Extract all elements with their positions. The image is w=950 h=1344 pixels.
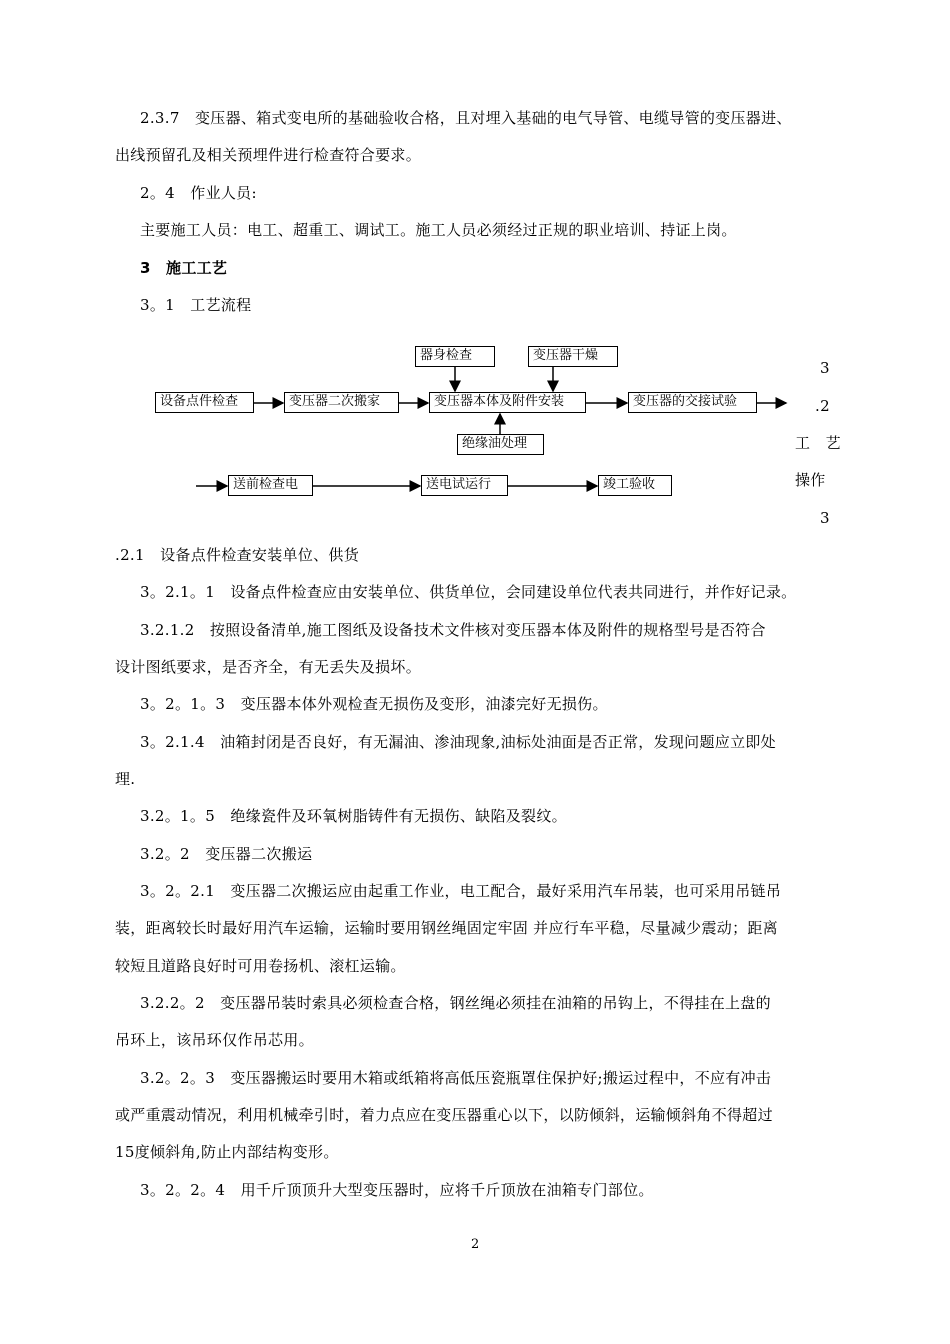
node-transformer-dry: 变压器干燥 <box>528 346 618 367</box>
node-pre-energize-check: 送前检查电 <box>228 475 313 496</box>
node-inspect-body: 器身检查 <box>415 346 495 367</box>
paragraph-line: 3.2。2。3 变压器搬运时要用木箱或纸箱将高低压瓷瓶罩住保护好;搬运过程中，不应有冲击 <box>140 1069 772 1087</box>
side-fragment: .2 <box>815 397 830 415</box>
node-trial-run: 送电试运行 <box>421 475 508 496</box>
node-secondary-transport: 变压器二次搬家 <box>284 392 399 413</box>
paragraph-line: 3.2.1.2 按照设备清单,施工图纸及设备技术文件核对变压器本体及附件的规格型号是否符合 <box>140 621 766 639</box>
node-check-parts: 设备点件检查 <box>155 392 254 413</box>
subsection-heading: 3.2。2 变压器二次搬运 <box>140 845 313 863</box>
paragraph-line: 3.2。1。5 绝缘瓷件及环氧树脂铸件有无损伤、缺陷及裂纹。 <box>140 807 567 825</box>
paragraph-line: 设计图纸要求，是否齐全，有无丢失及损坏。 <box>115 658 422 676</box>
paragraph-line: 3。2.1.4 油箱封闭是否良好，有无漏油、渗油现象,油标处油面是否正常，发现问题应立即处 <box>140 733 776 751</box>
section-heading: 3。1 工艺流程 <box>140 296 252 314</box>
side-fragment: 3 <box>820 509 830 527</box>
paragraph-line: 2.3.7 变压器、箱式变电所的基础验收合格，且对埋入基础的电气导管、电缆导管的变压器进、 <box>140 109 792 127</box>
paragraph-line: 3。2。1。3 变压器本体外观检查无损伤及变形，油漆完好无损伤。 <box>140 695 608 713</box>
paragraph-line: 主要施工人员：电工、超重工、调试工。施工人员必须经过正规的职业培训、持证上岗。 <box>140 221 737 239</box>
section-heading: 2。4 作业人员: <box>140 184 257 202</box>
side-fragment: 操作 <box>795 471 826 489</box>
node-install-body: 变压器本体及附件安装 <box>429 392 586 413</box>
paragraph-line: 15度倾斜角,防止内部结构变形。 <box>115 1143 339 1161</box>
paragraph-line: 吊环上，该吊环仅作吊芯用。 <box>115 1031 314 1049</box>
page-number: 2 <box>471 1237 480 1252</box>
node-oil-treatment: 绝缘油处理 <box>457 434 544 455</box>
paragraph-line: 3.2.2。2 变压器吊装时索具必须检查合格，钢丝绳必须挂在油箱的吊钩上，不得挂在上盘的 <box>140 994 771 1012</box>
node-completion-acceptance: 竣工验收 <box>598 475 672 496</box>
paragraph-line: 或严重震动情况，利用机械牵引时，着力点应在变压器重心以下，以防倾斜，运输倾斜角不得超过 <box>115 1106 773 1124</box>
paragraph-line: 装，距离较长时最好用汽车运输，运输时要用钢丝绳固定牢固 并应行车平稳，尽量减少震动；距离 <box>115 919 778 937</box>
paragraph-line: 3。2.1。1 设备点件检查应由安装单位、供货单位，会同建设单位代表共同进行，并作好记录。 <box>140 583 797 601</box>
paragraph-line: 理. <box>115 770 136 788</box>
side-fragment: 工 艺 <box>795 434 841 452</box>
paragraph-line: 出线预留孔及相关预埋件进行检查符合要求。 <box>115 146 422 164</box>
paragraph-line: 3。2。2.1 变压器二次搬运应由起重工作业，电工配合，最好采用汽车吊装，也可采用吊链吊 <box>140 882 782 900</box>
subsection-heading: .2.1 设备点件检查安装单位、供货 <box>115 546 360 564</box>
chapter-heading: 3 施工工艺 <box>140 259 228 277</box>
side-fragment: 3 <box>820 359 830 377</box>
node-handover-test: 变压器的交接试验 <box>628 392 757 413</box>
paragraph-line: 3。2。2。4 用千斤顶顶升大型变压器时，应将千斤顶放在油箱专门部位。 <box>140 1181 654 1199</box>
paragraph-line: 较短且道路良好时可用卷扬机、滚杠运输。 <box>115 957 406 975</box>
